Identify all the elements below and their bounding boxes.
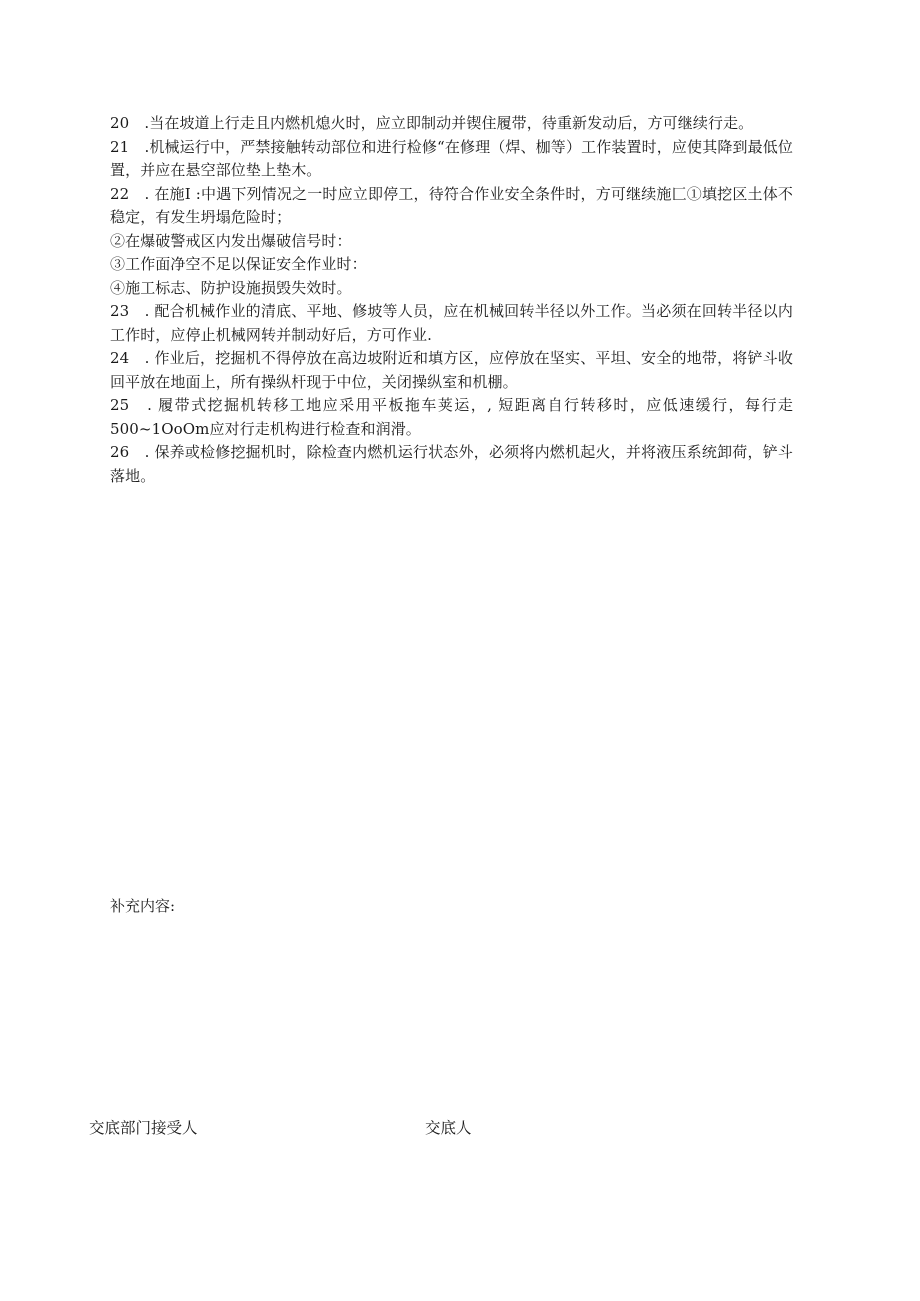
rule-item-23: 23 . 配合机械作业的清底、平地、修坡等人员，应在机械回转半径以外工作。当必须在回转半径以内工作时，应停止机械网转并制动好后，方可作业. [110, 302, 793, 344]
rule-item-21: 21 .机械运行中，严禁接触转动部位和进行检修“在修理（焊、枷等）工作装置时，应使其降到最低位置，并应在悬空部位垫上垫木。 [110, 137, 793, 179]
rule-item-22-sub-3: ③工作面净空不足以保证安全作业时： [110, 255, 367, 273]
rule-item-22-sub-4: ④施工标志、防护设施损毁失效时。 [110, 278, 352, 297]
safety-rules-list [110, 112, 793, 488]
rule-item-26: 26 . 保养或检修挖掘机时，除检查内燃机运行状态外，必须将内燃机起火，并将液压系统卸荷，铲斗落地。 [110, 443, 793, 485]
rule-item-22-sub-2: ②在爆破警戒区内发出爆破信号时： [110, 231, 352, 250]
supplement-label: 补充内容: [110, 897, 176, 915]
rule-item-20: 20 .当在坡道上行走且内燃机熄火时，应立即制动并锲住履带，待重新发动后，方可继续行走。 [110, 114, 754, 132]
giver-signature-label: 交底人 [425, 1119, 472, 1137]
rule-item-25: 25 . 履带式挖掘机转移工地应采用平板拖车荚运，, 短距离自行转移时，应低速缓行，每行走500~1OoOm应对行走机构进行检查和润滑。 [110, 396, 793, 438]
receiver-signature-label: 交底部门接受人 [89, 1119, 198, 1137]
rule-item-22: 22 . 在施I :中遇下列情况之一时应立即停工，待符合作业安全条件时，方可继续施匚①填挖区土体不稳定，有发生坍塌危险时； [110, 184, 793, 226]
rule-item-24: 24 . 作业后，挖掘机不得停放在高边坡附近和填方区，应停放在坚实、平坦、安全的地带，将铲斗收回平放在地面上，所有操纵杆现于中位，关闭操纵室和机棚。 [110, 349, 793, 391]
